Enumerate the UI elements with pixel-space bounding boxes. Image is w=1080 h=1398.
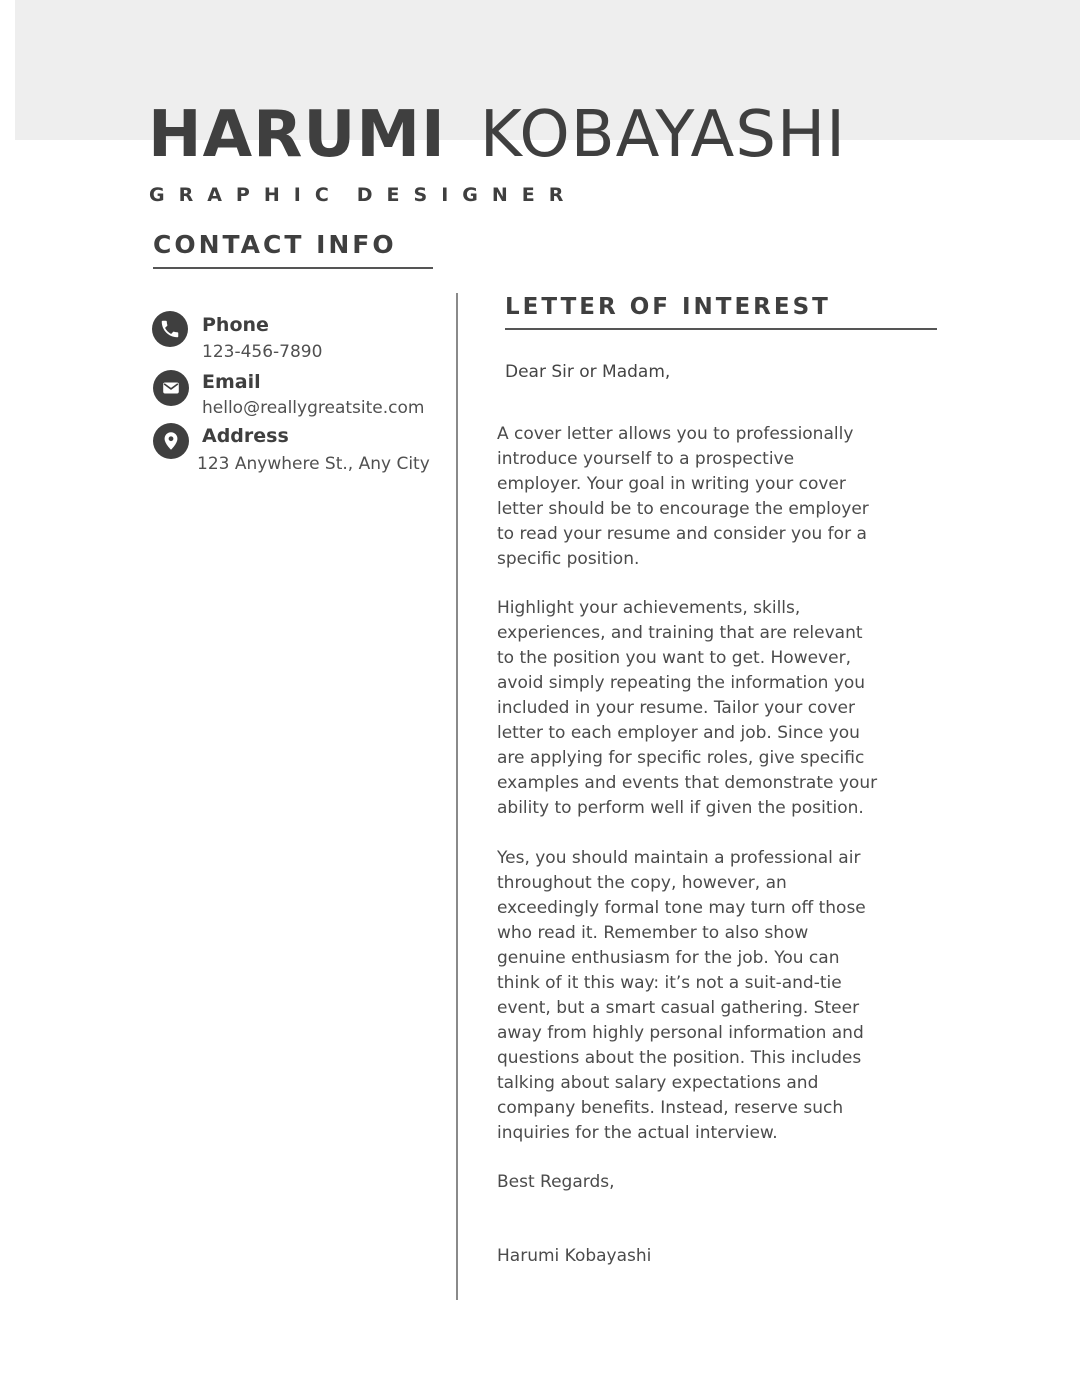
email-label: Email	[202, 371, 261, 393]
letter-paragraph-2: Highlight your achievements, skills, experiences, and training that are relevant to the position you want to get. However, avoid simply repeating the information you included in your resume. Tailor your cover letter to each employer and job. Since you are applying for specific roles, give specific examples and events that demonstrate your ability to perform well if given the position.	[497, 598, 878, 818]
column-divider	[456, 293, 458, 1300]
phone-icon	[152, 311, 188, 347]
letter-heading: LETTER OF INTEREST	[505, 294, 831, 320]
first-name: HARUMI	[148, 98, 446, 172]
phone-value: 123-456-7890	[202, 342, 323, 362]
letter-heading-divider	[505, 328, 937, 330]
envelope-icon	[153, 370, 189, 406]
email-value: hello@reallygreatsite.com	[202, 398, 425, 418]
contact-info-heading: CONTACT INFO	[153, 230, 397, 259]
address-label: Address	[202, 425, 289, 447]
letter-signature: Harumi Kobayashi	[497, 1246, 652, 1266]
letter-paragraph-3: Yes, you should maintain a professional air throughout the copy, however, an exceedingly formal tone may turn off those who read it. Remember to also show genuine enthusiasm for the job. You can think of it this way: it’s not a suit-and-tie event, but a smart casual gathering. Steer away from highly personal information and questions about the position. This includes talking about salary expectations and company benefits. Instead, reserve such inquiries for the actual interview.	[497, 848, 866, 1143]
letter-paragraph-1: A cover letter allows you to professionally introduce yourself to a prospective employer. Your goal in writing your cover letter should be to encourage the employer to read your resume and consider you for a specific position.	[497, 424, 869, 569]
full-name	[148, 98, 846, 172]
address-value: 123 Anywhere St., Any City	[197, 454, 430, 474]
last-name: KOBAYASHI	[479, 98, 846, 172]
letter-greeting: Dear Sir or Madam,	[505, 362, 671, 382]
letter-closing: Best Regards,	[497, 1172, 615, 1192]
job-title	[149, 184, 577, 206]
job-title-word-1: GRAPHIC	[149, 184, 343, 206]
job-title-word-2: DESIGNER	[356, 184, 578, 206]
location-pin-icon	[153, 423, 189, 459]
phone-label: Phone	[202, 314, 269, 336]
contact-info-divider	[153, 267, 433, 269]
